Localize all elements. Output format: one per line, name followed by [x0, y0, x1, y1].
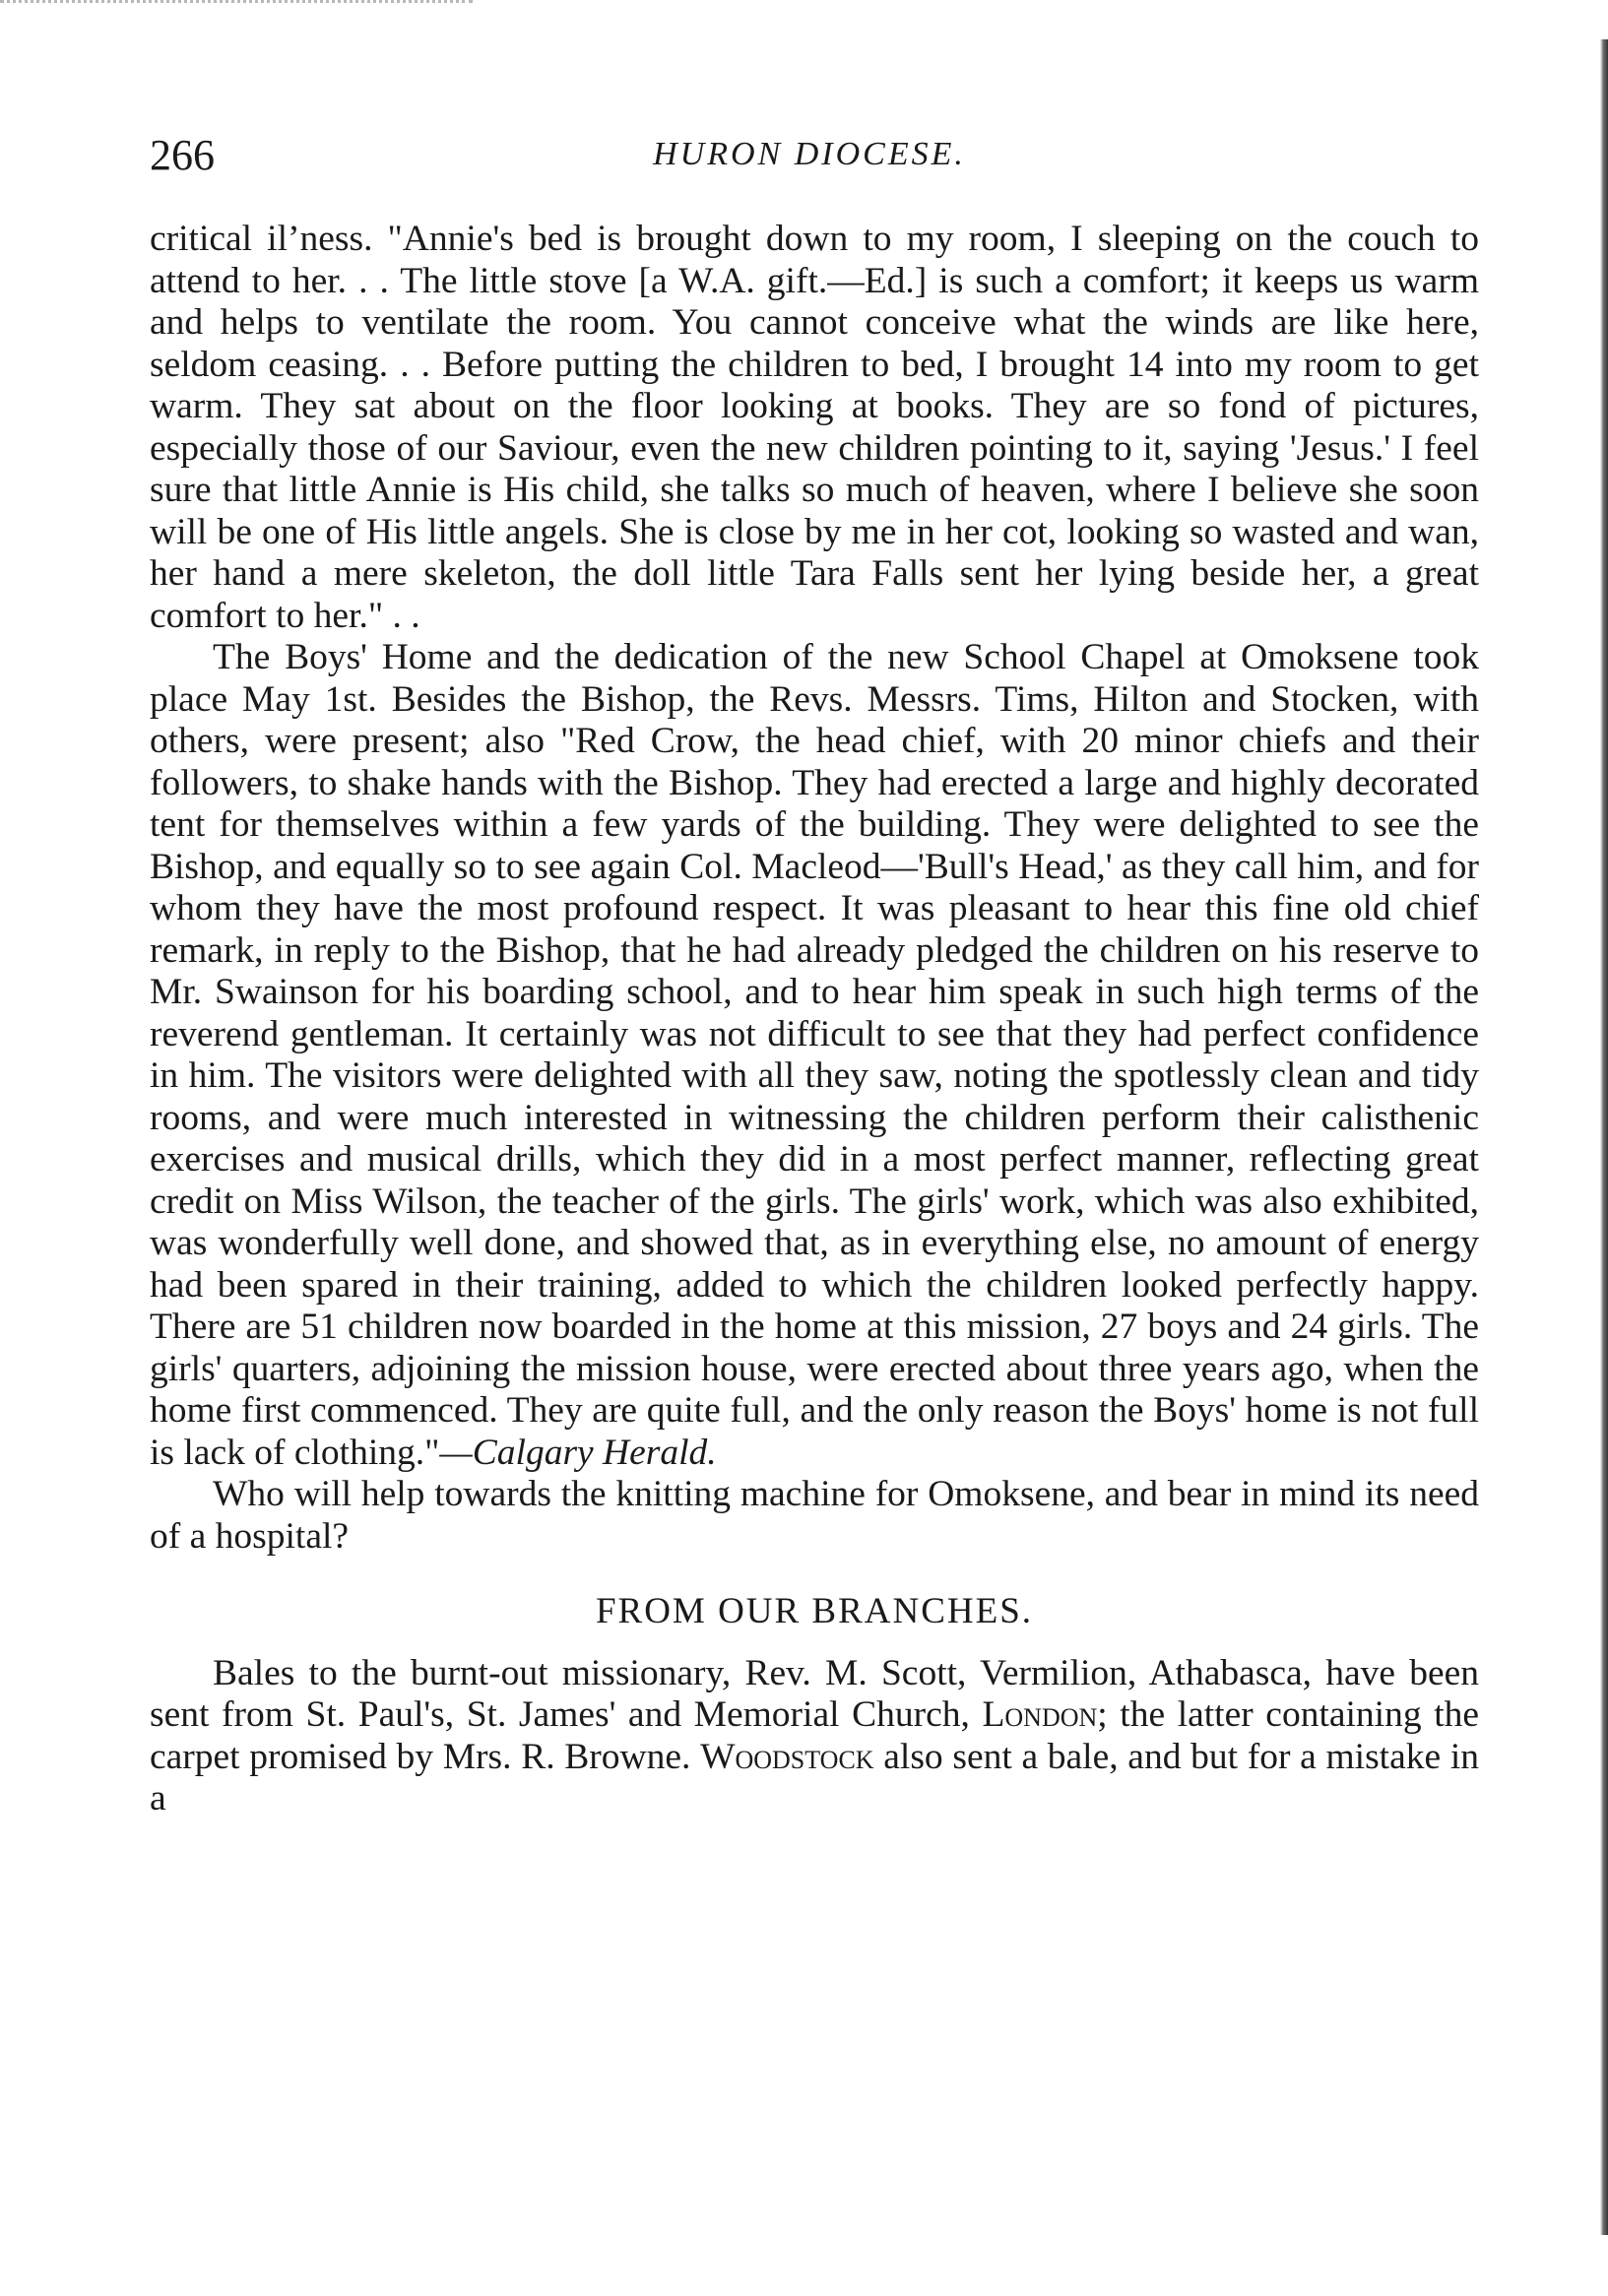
paragraph-appeal: Who will help towards the knitting machine for Omoksene, and bear in mind its need of a hospital?	[150, 1474, 1479, 1557]
paragraph-branches	[150, 1653, 1479, 1820]
branches-text-1: Bales to the burnt-out missionary, Rev. M. Scott, Vermilion, Athabasca, have been sent from St. Paul's, St. James' and Memorial Church,	[150, 1652, 1479, 1735]
paragraph-boys-home	[150, 637, 1479, 1474]
place-name-woodstock: Woodstock	[700, 1736, 874, 1777]
place-name-london: London	[982, 1694, 1098, 1735]
page-number: 266	[150, 131, 215, 179]
paragraph-boys-home-text: The Boys' Home and the dedication of the new School Chapel at Omoksene took place May 1st. Besides the Bishop, the Revs. Messrs. Tims, Hilton and Stocken, with others, were present; also "Red Crow, the head chief, with 20 minor chiefs and their followers, to shake hands with the Bishop. They had erected a large and highly decorated tent for themselves within a few yards of the building. They were delighted to see the Bishop, and equally so to see again Col. Macleod—'Bull's Head,' as they call him, and for whom they have the most profound respect. It was pleasant to hear this fine old chief remark, in reply to the Bishop, that he had already pledged the children on his reserve to Mr. Swainson for his boarding school, and to hear him speak in such high terms of the reverend gentleman. It certainly was not difficult to see that they had perfect confidence in him. The visitors were delighted with all they saw, noting the spotlessly clean and tidy rooms, and were much interested in witnessing the children perform their calisthenic exercises and musical drills, which they did in a most perfect manner, reflecting great credit on Miss Wilson, the teacher of the girls. The girls' work, which was also exhibited, was wonderfully well done, and showed that, as in everything else, no amount of energy had been spared in their training, added to which the children looked perfectly happy. There are 51 children now boarded in the home at this mission, 27 boys and 24 girls. The girls' quarters, adjoining the mission house, were erected about three years ago, when the home first commenced. They are quite full, and the only reason the Boys' home is not full is lack of clothing."	[150, 637, 1479, 1473]
running-header	[150, 130, 1469, 189]
journal-title: HURON DIOCESE.	[653, 136, 966, 172]
source-citation: —Calgary Herald.	[439, 1432, 717, 1473]
branches-text-3: also sent a bale, and but for a mistake in a	[150, 1736, 1479, 1818]
article-body	[150, 219, 1479, 1820]
branches-text-2: ; the latter containing the carpet promised by Mrs. R. Browne.	[150, 1694, 1480, 1777]
scan-binding-edge	[1600, 39, 1608, 2235]
paragraph-letter-continuation: critical ilʼness. "Annie's bed is brought down to my room, I sleeping on the couch to attend to her. . . The little stove [a W.A. gift.—Ed.] is such a comfort; it keeps us warm and helps to ventilate the room. You cannot conceive what the winds are like here, seldom ceasing. . . Before putting the children to bed, I brought 14 into my room to get warm. They sat about on the floor looking at books. They are so fond of pictures, especially those of our Saviour, even the new children pointing to it, saying 'Jesus.' I feel sure that little Annie is His child, she talks so much of heaven, where I believe she soon will be one of His little angels. She is close by me in her cot, looking so wasted and wan, her hand a mere skeleton, the doll little Tara Falls sent her lying beside her, a great comfort to her." . .	[150, 219, 1479, 636]
scan-artifact-top	[0, 0, 473, 32]
section-heading: FROM OUR BRANCHES.	[595, 1591, 1034, 1631]
